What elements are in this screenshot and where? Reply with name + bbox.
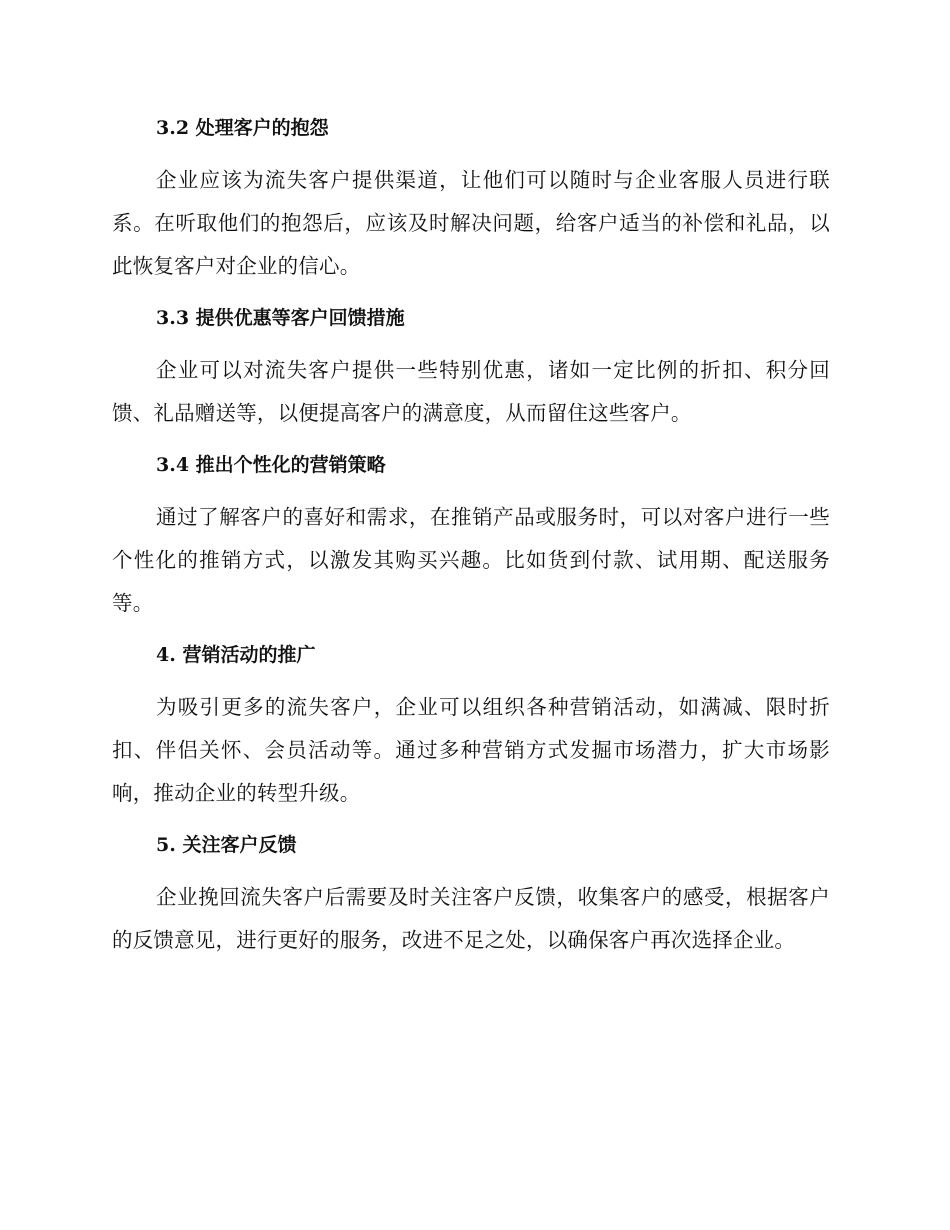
section-3-2 <box>112 108 830 288</box>
section-3-4 <box>112 445 830 625</box>
section-paragraph: 企业可以对流失客户提供一些特别优惠，诸如一定比例的折扣、积分回馈、礼品赠送等，以便提高客户的满意度，从而留住这些客户。 <box>112 358 830 425</box>
section-heading: 3.2 处理客户的抱怨 <box>156 117 329 139</box>
section-heading: 3.3 提供优惠等客户回馈措施 <box>156 307 405 329</box>
section-heading: 5. 关注客户反馈 <box>156 834 297 856</box>
section-heading: 4. 营销活动的推广 <box>156 644 316 666</box>
section-paragraph: 通过了解客户的喜好和需求，在推销产品或服务时，可以对客户进行一些个性化的推销方式，以激发其购买兴趣。比如货到付款、试用期、配送服务等。 <box>112 505 830 615</box>
section-paragraph: 企业应该为流失客户提供渠道，让他们可以随时与企业客服人员进行联系。在听取他们的抱怨后，应该及时解决问题，给客户适当的补偿和礼品，以此恢复客户对企业的信心。 <box>112 168 830 278</box>
document-body <box>112 108 830 962</box>
section-4 <box>112 635 830 815</box>
section-5 <box>112 825 830 962</box>
section-paragraph: 为吸引更多的流失客户，企业可以组织各种营销活动，如满减、限时折扣、伴侣关怀、会员活动等。通过多种营销方式发掘市场潜力，扩大市场影响，推动企业的转型升级。 <box>112 695 830 805</box>
section-paragraph: 企业挽回流失客户后需要及时关注客户反馈，收集客户的感受，根据客户的反馈意见，进行更好的服务，改进不足之处，以确保客户再次选择企业。 <box>112 885 830 952</box>
section-3-3 <box>112 298 830 435</box>
section-heading: 3.4 推出个性化的营销策略 <box>156 454 386 476</box>
